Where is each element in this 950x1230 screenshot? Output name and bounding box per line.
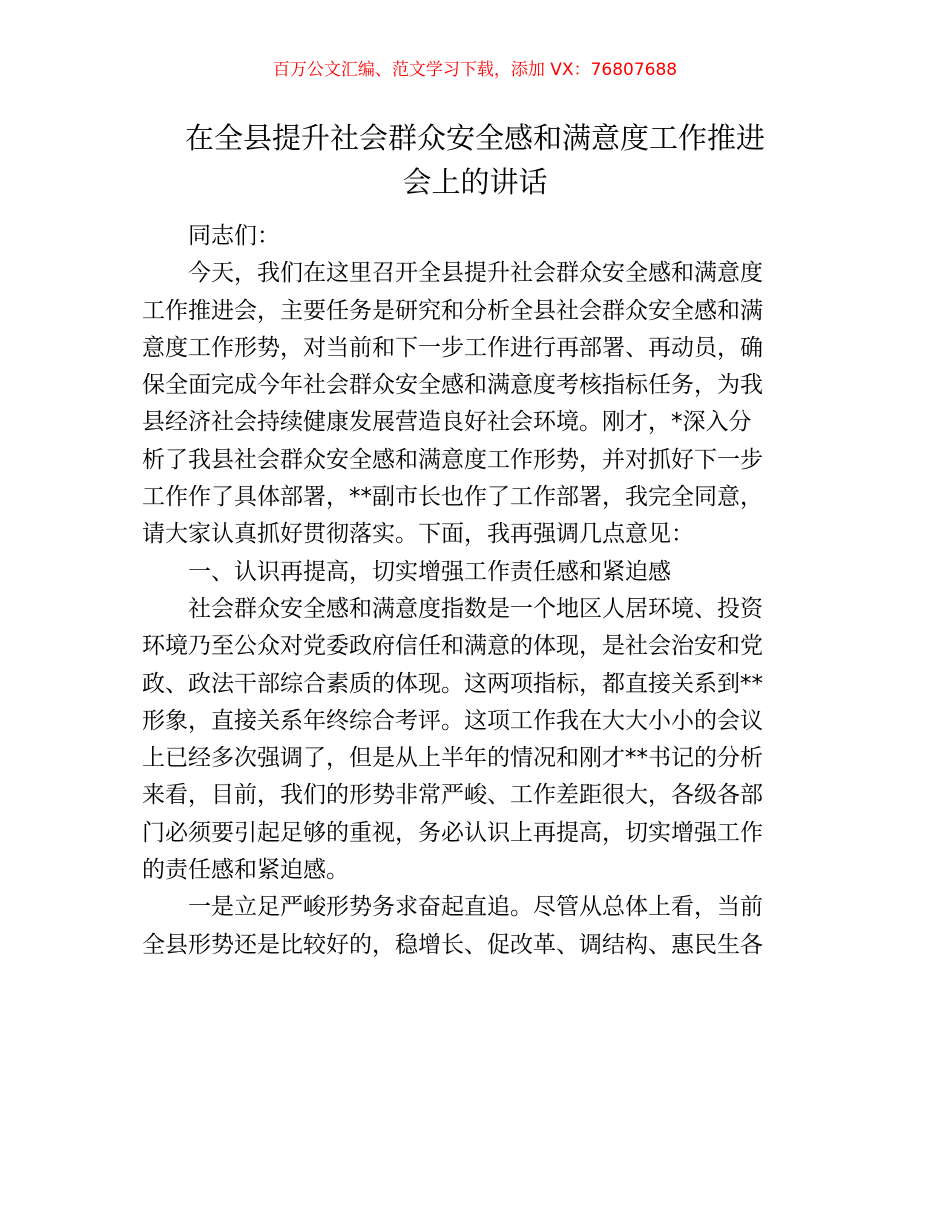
text-line: 县经济社会持续健康发展营造良好社会环境。刚才，*深入分 — [142, 409, 752, 436]
document-title — [120, 116, 830, 204]
section-heading-1: 一、认识再提高，切实增强工作责任感和紧迫感 — [188, 558, 671, 585]
text-line: 形象，直接关系年终综合考评。这项工作我在大大小小的会议 — [142, 707, 763, 734]
paragraph-intro — [142, 255, 814, 553]
text-line: 社会群众安全感和满意度指数是一个地区人居环境、投资 — [188, 595, 763, 622]
promo-header-note: 百万公文汇编、范文学习下载，添加 VX：76807688 — [272, 60, 678, 80]
text-line: 上已经多次强调了，但是从上半年的情况和刚才**书记的分析 — [142, 745, 763, 772]
title-line: 会上的讲话 — [402, 165, 548, 199]
text-line: 保全面完成今年社会群众安全感和满意度考核指标任务，为我 — [142, 372, 763, 399]
text-line: 来看，目前，我们的形势非常严峻、工作差距很大，各级各部 — [142, 782, 763, 809]
text-line: 意度工作形势，对当前和下一步工作进行再部署、再动员，确 — [142, 334, 763, 361]
text-line: 今天，我们在这里召开全县提升社会群众安全感和满意度 — [188, 260, 763, 287]
title-line: 在全县提升社会群众安全感和满意度工作推进 — [184, 121, 765, 155]
text-line: 工作作了具体部署，**副市长也作了工作部署，我完全同意， — [142, 484, 763, 511]
paragraph-importance — [142, 591, 814, 889]
text-line: 的责任感和紧迫感。 — [142, 857, 349, 884]
text-line: 环境乃至公众对党委政府信任和满意的体现，是社会治安和党 — [142, 633, 763, 660]
text-line: 工作推进会，主要任务是研究和分析全县社会群众安全感和满 — [142, 297, 763, 324]
text-line: 政、政法干部综合素质的体现。这两项指标，都直接关系到** — [142, 670, 763, 697]
text-line: 请大家认真抓好贯彻落实。下面，我再强调几点意见： — [142, 521, 694, 548]
text-line: 全县形势还是比较好的，稳增长、促改革、调结构、惠民生各 — [142, 931, 763, 958]
text-line: 析了我县社会群众安全感和满意度工作形势，并对抓好下一步 — [142, 446, 763, 473]
document-body — [142, 218, 814, 964]
text-line: 门必须要引起足够的重视，务必认识上再提高，切实增强工作 — [142, 819, 763, 846]
paragraph-point-one — [142, 889, 814, 964]
text-line: 一是立足严峻形势务求奋起直追。尽管从总体上看，当前 — [188, 894, 763, 921]
salutation: 同志们： — [188, 223, 280, 249]
